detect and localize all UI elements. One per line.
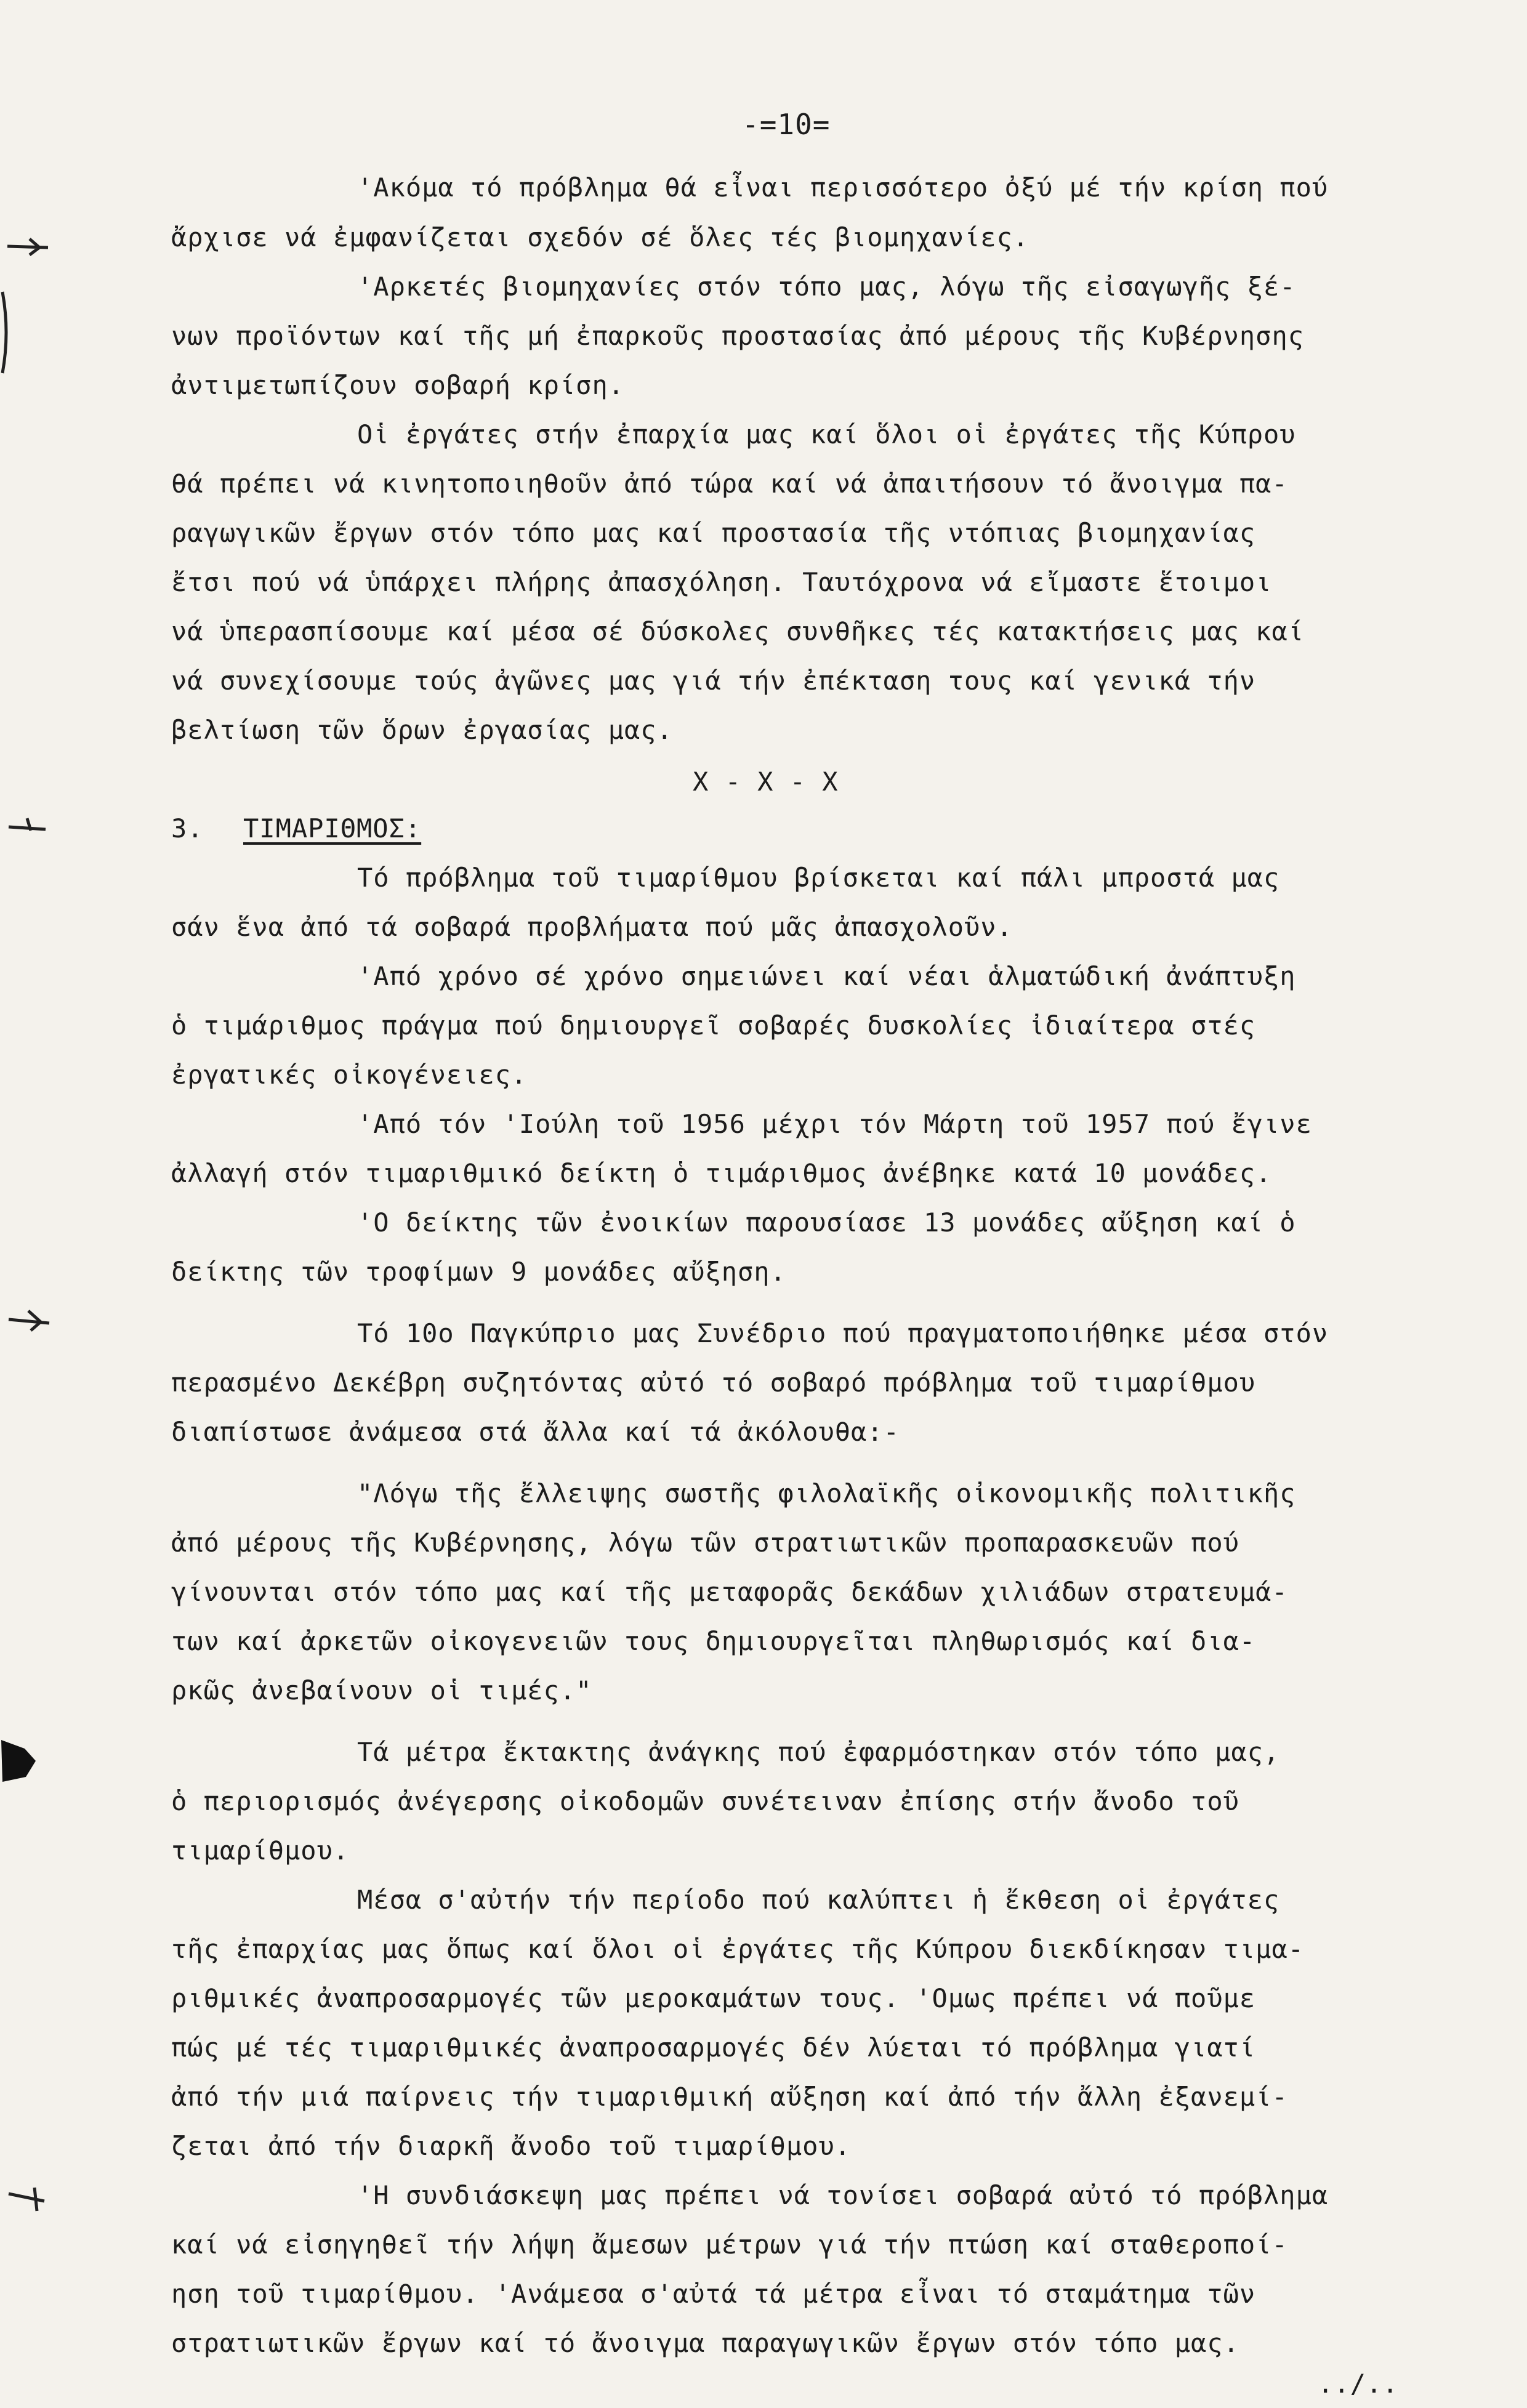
quote-line: ἀπό μέρους τῆς Κυβέρνησης, λόγω τῶν στρατιωτικῶν προπαρασκευῶν πού (171, 1528, 1239, 1558)
section-number: 3. (171, 813, 204, 844)
text-line: θά πρέπει νά κινητοποιηθοῦν ἀπό τώρα καί νά ἀπαιτήσουν τό ἄνοιγμα πα- (171, 469, 1288, 499)
text-line: ριθμικές ἀναπροσαρμογές τῶν μεροκαμάτων τους. 'Ομως πρέπει νά ποῦμε (171, 1983, 1256, 2013)
quote-line: γίνουνται στόν τόπο μας καί τῆς μεταφορᾶς δεκάδων χιλιάδων στρατευμά- (171, 1577, 1288, 1607)
text-line: Τό πρόβλημα τοῦ τιμαρίθμου βρίσκεται καί πάλι μπροστά μας (357, 863, 1280, 893)
text-line: Τά μέτρα ἔκτακτης ἀνάγκης πού ἐφαρμόστηκαν στόν τόπο μας, (357, 1737, 1280, 1767)
text-line: καί νά εἰσηγηθεῖ τήν λήψη ἄμεσων μέτρων γιά τήν πτώση καί σταθεροποί- (171, 2229, 1288, 2260)
text-line: ζεται ἀπό τήν διαρκῆ ἄνοδο τοῦ τιμαρίθμου. (171, 2131, 852, 2161)
page-number: -=10= (742, 108, 831, 141)
text-line: ἐργατικές οἰκογένειες. (171, 1060, 528, 1090)
text-line: 'Από τόν 'Ιούλη τοῦ 1956 μέχρι τόν Μάρτη τοῦ 1957 πού ἔγινε (357, 1109, 1312, 1139)
quote-line: των καί ἀρκετῶν οἰκογενειῶν τους δημιουργεῖται πληθωρισμός καί δια- (171, 1626, 1256, 1656)
margin-bracket (0, 289, 12, 376)
quote-line: "Λόγω τῆς ἔλλειψης σωστῆς φιλολαϊκῆς οἰκονομικῆς πολιτικῆς (357, 1478, 1296, 1508)
text-line: τιμαρίθμου. (171, 1835, 350, 1866)
section-title: ΤΙΜΑΡΙΘΜΟΣ: (243, 813, 422, 844)
text-line: ἄρχισε νά ἐμφανίζεται σχεδόν σέ ὅλες τές βιομηχανίες. (171, 222, 1029, 252)
margin-mark-4 (6, 2183, 49, 2213)
text-line: 'Η συνδιάσκεψη μας πρέπει νά τονίσει σοβαρά αὐτό τό πρόβλημα (357, 2180, 1329, 2210)
text-line: στρατιωτικῶν ἔργων καί τό ἄνοιγμα παραγωγικῶν ἔργων στόν τόπο μας. (171, 2328, 1239, 2358)
margin-mark-3 (6, 1308, 55, 1333)
quote-line: ρκῶς ἀνεβαίνουν οἱ τιμές." (171, 1675, 592, 1705)
text-line: 'Ο δείκτης τῶν ἐνοικίων παρουσίασε 13 μονάδες αὔξηση καί ὁ (357, 1207, 1296, 1238)
text-line: βελτίωση τῶν ὅρων ἐργασίας μας. (171, 715, 673, 745)
text-line: 'Από χρόνο σέ χρόνο σημειώνει καί νέαι ἁλματώδική ἀνάπτυξη (357, 961, 1296, 991)
text-line: ὁ τιμάριθμος πράγμα πού δημιουργεῖ σοβαρές δυσκολίες ἰδιαίτερα στές (171, 1010, 1256, 1041)
text-line: πώς μέ τές τιμαριθμικές ἀναπροσαρμογές δέν λύεται τό πρόβλημα γιατί (171, 2032, 1256, 2063)
text-line: 'Ακόμα τό πρόβλημα θά εἶναι περισσότερο ὀξύ μέ τήν κρίση πού (357, 172, 1329, 203)
text-line: νά ὑπερασπίσουμε καί μέσα σέ δύσκολες συνθῆκες τές κατακτήσεις μας καί (171, 616, 1305, 646)
continuation-mark: ../.. (1318, 2369, 1399, 2399)
text-line: δείκτης τῶν τροφίμων 9 μονάδες αὔξηση. (171, 1257, 786, 1287)
text-line: περασμένο Δεκέβρη συζητόντας αὐτό τό σοβαρό πρόβλημα τοῦ τιμαρίθμου (171, 1367, 1256, 1398)
text-line: ἀντιμετωπίζουν σοβαρή κρίση. (171, 370, 625, 400)
text-line: νων προϊόντων καί τῆς μή ἐπαρκοῦς προστασίας ἀπό μέρους τῆς Κυβέρνησης (171, 321, 1305, 351)
text-line: τῆς ἐπαρχίας μας ὅπως καί ὅλοι οἱ ἐργάτες τῆς Κύπρου διεκδίκησαν τιμα- (171, 1934, 1305, 1964)
margin-mark-2 (6, 816, 49, 834)
text-line: ἔτσι πού νά ὑπάρχει πλήρης ἀπασχόληση. Ταυτόχρονα νά εἴμαστε ἕτοιμοι (171, 567, 1272, 597)
margin-mark-1 (5, 234, 54, 259)
text-line: Τό 10ο Παγκύπριο μας Συνέδριο πού πραγματοποιήθηκε μέσα στόν (357, 1318, 1329, 1348)
text-line: ὁ περιορισμός ἀνέγερσης οἰκοδομῶν συνέτειναν ἐπίσης στήν ἄνοδο τοῦ (171, 1786, 1239, 1816)
text-line: διαπίστωσε ἀνάμεσα στά ἄλλα καί τά ἀκόλουθα:- (171, 1417, 900, 1447)
text-line: Μέσα σ'αὐτήν τήν περίοδο πού καλύπτει ἡ ἔκθεση οἱ ἐργάτες (357, 1885, 1280, 1915)
text-line: νά συνεχίσουμε τούς ἀγῶνες μας γιά τήν ἐπέκταση τους καί γενικά τήν (171, 666, 1256, 696)
text-line: ἀπό τήν μιά παίρνεις τήν τιμαριθμική αὔξηση καί ἀπό τήν ἄλλη ἐξανεμί- (171, 2082, 1288, 2112)
margin-blot (0, 1736, 37, 1786)
text-line: ραγωγικῶν ἔργων στόν τόπο μας καί προστασία τῆς ντόπιας βιομηχανίας (171, 518, 1256, 548)
text-line: σάν ἕνα ἀπό τά σοβαρά προβλήματα πού μᾶς ἀπασχολοῦν. (171, 912, 1013, 942)
text-line: Οἱ ἐργάτες στήν ἐπαρχία μας καί ὅλοι οἱ ἐργάτες τῆς Κύπρου (357, 419, 1296, 449)
text-line: ηση τοῦ τιμαρίθμου. 'Ανάμεσα σ'αὐτά τά μέτρα εἶναι τό σταμάτημα τῶν (171, 2279, 1256, 2309)
section-separator: Χ - Χ - Χ (693, 767, 839, 797)
text-line: ἀλλαγή στόν τιμαριθμικό δείκτη ὁ τιμάριθμος ἀνέβηκε κατά 10 μονάδες. (171, 1158, 1272, 1188)
text-line: 'Αρκετές βιομηχανίες στόν τόπο μας, λόγω τῆς εἰσαγωγῆς ξέ- (357, 272, 1296, 302)
